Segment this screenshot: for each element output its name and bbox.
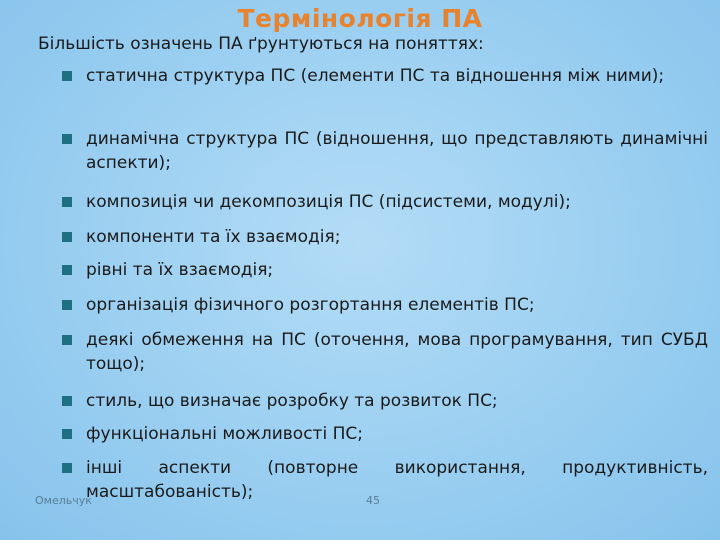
- bullet-text: організація фізичного розгортання елементів ПС;: [86, 295, 535, 315]
- slide-title: Термінологія ПА: [237, 4, 483, 33]
- square-bullet-icon: [62, 265, 72, 275]
- page-number: 45: [366, 494, 380, 507]
- square-bullet-icon: [62, 335, 72, 345]
- list-item: [62, 225, 708, 249]
- square-bullet-icon: [62, 396, 72, 406]
- bullet-text: композиція чи декомпозиція ПС (підсистеми, модулі);: [86, 192, 571, 212]
- square-bullet-icon: [62, 232, 72, 242]
- bullet-text: деякі обмеження на ПС (оточення, мова програмування, тип СУБД тощо);: [86, 330, 708, 374]
- bullet-text: інші аспекти (повторне використання, продуктивність, масштабованість);: [86, 458, 708, 502]
- bullet-text: стиль, що визначає розробку та розвиток ПС;: [86, 391, 498, 411]
- list-item: [62, 127, 708, 175]
- list-item: [62, 422, 708, 446]
- bullet-text: компоненти та їх взаємодія;: [86, 227, 341, 247]
- square-bullet-icon: [62, 300, 72, 310]
- square-bullet-icon: [62, 134, 72, 144]
- bullet-text: функціональні можливості ПС;: [86, 424, 363, 444]
- list-item: [62, 64, 708, 88]
- square-bullet-icon: [62, 197, 72, 207]
- bullet-text: статична структура ПС (елементи ПС та відношення між ними);: [86, 66, 665, 86]
- footer-author: Омельчук: [35, 494, 92, 507]
- list-item: [62, 258, 708, 282]
- square-bullet-icon: [62, 463, 72, 473]
- list-item: [62, 190, 708, 214]
- bullet-text: рівні та їх взаємодія;: [86, 260, 274, 280]
- square-bullet-icon: [62, 71, 72, 81]
- list-item: [62, 389, 708, 413]
- list-item: [62, 293, 708, 317]
- list-item: [62, 456, 708, 504]
- list-item: [62, 328, 708, 376]
- bullet-text: динамічна структура ПС (відношення, що представляють динамічні аспекти);: [86, 129, 708, 173]
- square-bullet-icon: [62, 429, 72, 439]
- intro-text: Більшість означень ПА ґрунтуються на поняттях:: [38, 34, 484, 54]
